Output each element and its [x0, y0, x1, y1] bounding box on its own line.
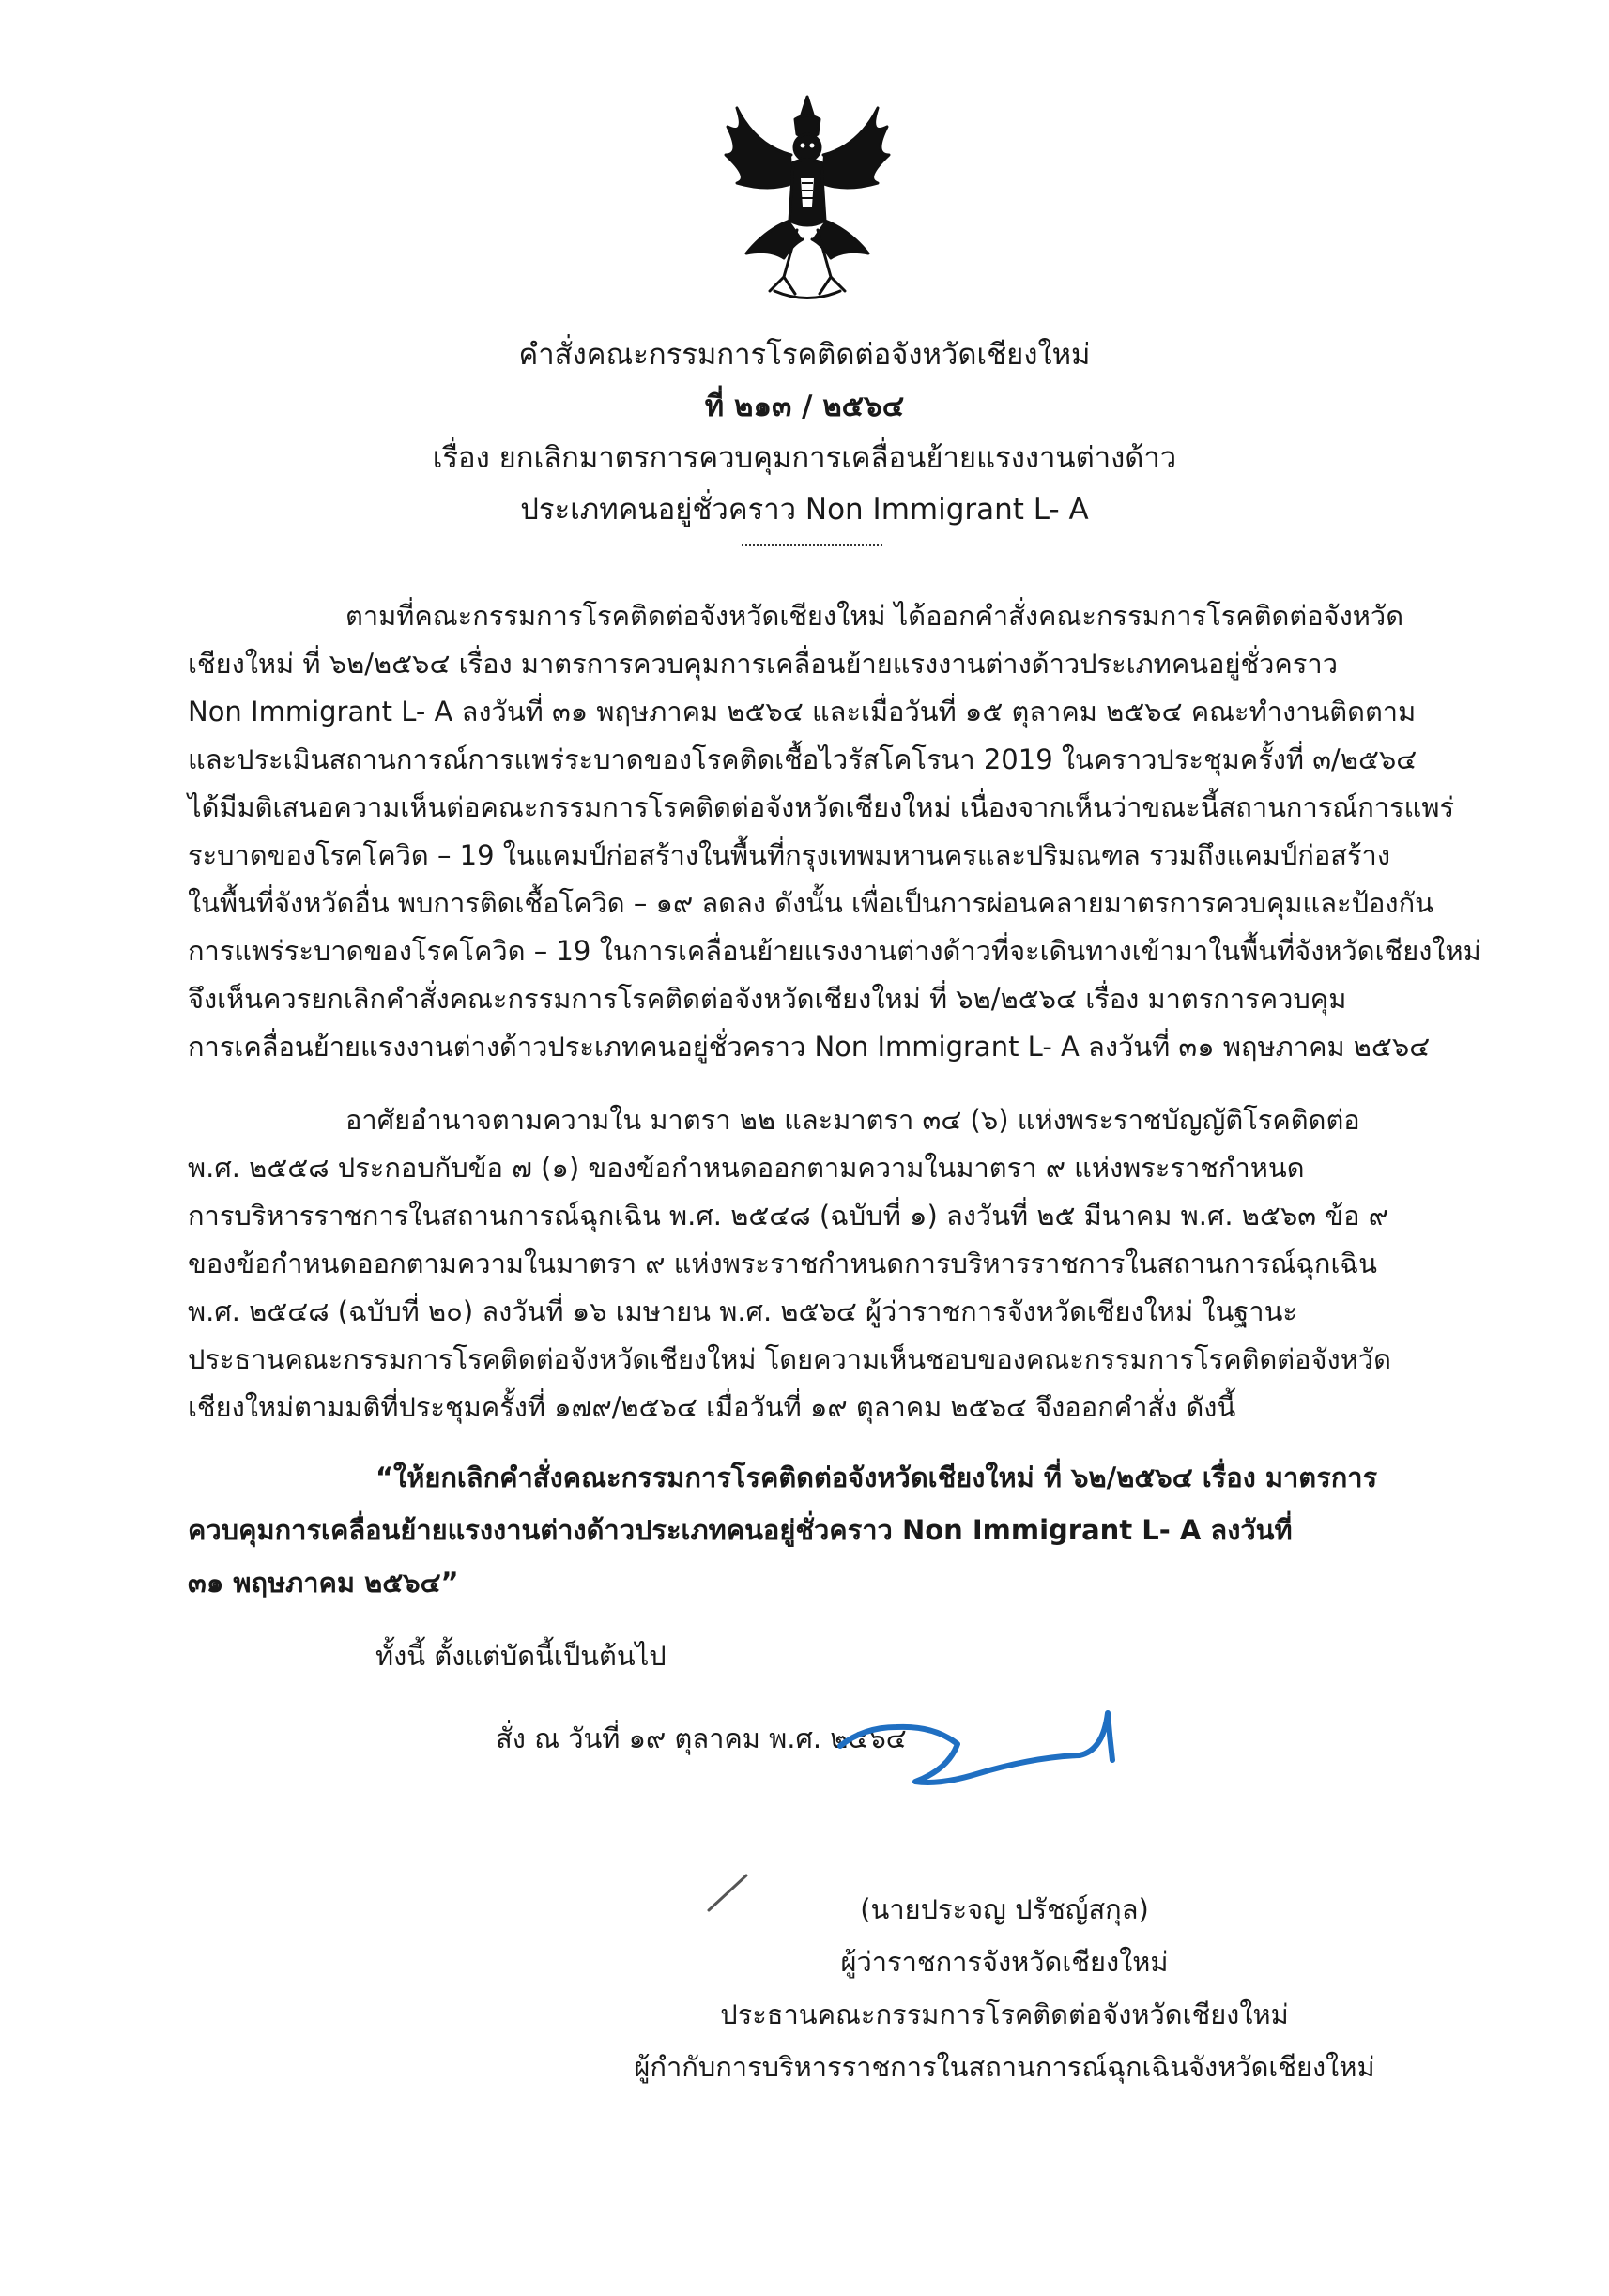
order-text-line: ควบคุมการเคลื่อนย้ายแรงงานต่างด้าวประเภทคนอยู่ชั่วคราว Non Immigrant L- A ลงวันที่ — [188, 1514, 1293, 1546]
order-date: สั่ง ณ วันที่ ๑๙ ตุลาคม พ.ศ. ๒๕๖๔ — [496, 1722, 907, 1754]
garuda-emblem-icon — [718, 89, 896, 305]
signatory-name: (นายประจญ ปรัชญ์สกุล) — [860, 1893, 1149, 1925]
body-text-line: เชียงใหม่ ที่ ๖๒/๒๕๖๔ เรื่อง มาตรการควบคุมการเคลื่อนย้ายแรงงานต่างด้าวประเภทคนอยู่ชั่วคราว — [188, 648, 1338, 680]
body-text-line: อาศัยอำนาจตามความใน มาตรา ๒๒ และมาตรา ๓๔ (๖) แห่งพระราชบัญญัติโรคติดต่อ — [345, 1104, 1360, 1136]
order-authority-title: คำสั่งคณะกรรมการโรคติดต่อจังหวัดเชียงใหม่ — [518, 338, 1091, 372]
order-text-line: “ให้ยกเลิกคำสั่งคณะกรรมการโรคติดต่อจังหวัดเชียงใหม่ ที่ ๖๒/๒๕๖๔ เรื่อง มาตรการ — [375, 1462, 1378, 1493]
body-text-line: ระบาดของโรคโควิด – 19 ในแคมป์ก่อสร้างในพื้นที่กรุงเทพมหานครและปริมณฑล รวมถึงแคมป์ก่อสร้าง — [188, 839, 1390, 871]
body-text-line: พ.ศ. ๒๕๕๘ ประกอบกับข้อ ๗ (๑) ของข้อกำหนดออกตามความในมาตรา ๙ แห่งพระราชกำหนด — [188, 1152, 1305, 1184]
body-text-line: พ.ศ. ๒๕๔๘ (ฉบับที่ ๒๐) ลงวันที่ ๑๖ เมษายน พ.ศ. ๒๕๖๔ ผู้ว่าราชการจังหวัดเชียงใหม่ ในฐานะ — [188, 1295, 1297, 1327]
body-text-line: ของข้อกำหนดออกตามความในมาตรา ๙ แห่งพระราชกำหนดการบริหารราชการในสถานการณ์ฉุกเฉิน — [188, 1247, 1377, 1279]
signatory-title-chair: ประธานคณะกรรมการโรคติดต่อจังหวัดเชียงใหม่ — [720, 1998, 1289, 2030]
body-text-line: Non Immigrant L- A ลงวันที่ ๓๑ พฤษภาคม ๒๕๖๔ และเมื่อวันที่ ๑๕ ตุลาคม ๒๕๖๔ คณะทำงานติดตาม — [188, 696, 1417, 727]
order-text-line: ๓๑ พฤษภาคม ๒๕๖๔” — [188, 1567, 459, 1599]
body-text-line: จึงเห็นควรยกเลิกคำสั่งคณะกรรมการโรคติดต่อจังหวัดเชียงใหม่ ที่ ๖๒/๒๕๖๔ เรื่อง มาตรการควบคุม — [188, 983, 1347, 1015]
body-text-line: การบริหารราชการในสถานการณ์ฉุกเฉิน พ.ศ. ๒๕๔๘ (ฉบับที่ ๑) ลงวันที่ ๒๕ มีนาคม พ.ศ. ๒๕๖๓ ข้อ ๙ — [188, 1200, 1388, 1232]
order-number: ที่ ๒๑๓ / ๒๕๖๔ — [704, 390, 905, 423]
body-text-line: ตามที่คณะกรรมการโรคติดต่อจังหวัดเชียงใหม่ ได้ออกคำสั่งคณะกรรมการโรคติดต่อจังหวัด — [345, 600, 1404, 632]
signatory-title-supervisor: ผู้กำกับการบริหารราชการในสถานการณ์ฉุกเฉินจังหวัดเชียงใหม่ — [634, 2051, 1375, 2083]
body-text-line: เชียงใหม่ตามมติที่ประชุมครั้งที่ ๑๗๙/๒๕๖๔ เมื่อวันที่ ๑๙ ตุลาคม ๒๕๖๔ จึงออกคำสั่ง ดังนี้ — [188, 1391, 1236, 1423]
subject-line-2: ประเภทคนอยู่ชั่วคราว Non Immigrant L- A — [520, 493, 1089, 527]
body-text-line: ได้มีมติเสนอความเห็นต่อคณะกรรมการโรคติดต่อจังหวัดเชียงใหม่ เนื่องจากเห็นว่าขณะนี้สถานการณ์การแพร่ — [188, 791, 1455, 823]
body-text-line: ประธานคณะกรรมการโรคติดต่อจังหวัดเชียงใหม่ โดยความเห็นชอบของคณะกรรมการโรคติดต่อจังหวัด — [188, 1343, 1391, 1375]
body-text-line: การเคลื่อนย้ายแรงงานต่างด้าวประเภทคนอยู่ชั่วคราว Non Immigrant L- A ลงวันที่ ๓๑ พฤษภาคม ๒๕๖๔ — [188, 1031, 1431, 1063]
subject-line-1: เรื่อง ยกเลิกมาตรการควบคุมการเคลื่อนย้ายแรงงานต่างด้าว — [432, 441, 1177, 475]
signature-icon — [826, 1699, 1145, 1821]
body-text-line: ในพื้นที่จังหวัดอื่น พบการติดเชื้อโควิด – ๑๙ ลดลง ดังนั้น เพื่อเป็นการผ่อนคลายมาตรการควบคุมและป้องกัน — [188, 887, 1433, 919]
signatory-title-governor: ผู้ว่าราชการจังหวัดเชียงใหม่ — [840, 1946, 1169, 1978]
body-text-line: และประเมินสถานการณ์การแพร่ระบาดของโรคติดเชื้อไวรัสโคโรนา 2019 ในคราวประชุมครั้งที่ ๓/๒๕๖๔ — [188, 743, 1417, 775]
effective-statement: ทั้งนี้ ตั้งแต่บัดนี้เป็นต้นไป — [375, 1640, 667, 1672]
body-text-line: การแพร่ระบาดของโรคโควิด – 19 ในการเคลื่อนย้ายแรงงานต่างด้าวที่จะเดินทางเข้ามาในพื้นที่จังหวัดเชียงใหม่ — [188, 935, 1481, 967]
header-divider — [742, 544, 882, 546]
